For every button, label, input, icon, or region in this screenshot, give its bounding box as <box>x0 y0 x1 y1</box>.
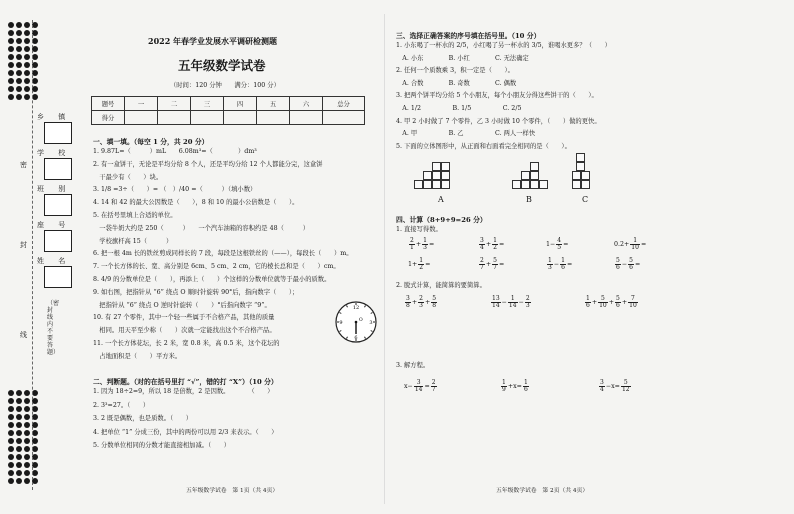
score-input[interactable] <box>224 111 257 125</box>
binding-dot <box>8 62 14 68</box>
binding-dot <box>8 30 14 36</box>
question-line: 9. 如右图，把指针从 “6” 绕点 O 顺时针旋转 90°后，指向数字（ ）； <box>93 288 299 296</box>
binding-label-school: 学 校 <box>37 149 72 157</box>
binding-dot <box>8 86 14 92</box>
equation-1: x− $\frac{3}{14}$ = $\frac{2}{7}$ <box>404 379 436 393</box>
footer-page-1: 五年级数学试卷 第 1页（共 4页） <box>186 488 279 494</box>
calc-3: 1− $\frac{4}{5}$ = <box>546 237 569 251</box>
equation-3: $\frac{3}{4}$ −x= $\frac{5}{12}$ <box>600 379 630 393</box>
binding-dot <box>8 438 14 444</box>
binding-dot <box>16 454 22 460</box>
score-cell: 四 <box>224 97 257 111</box>
binding-box-class[interactable] <box>44 194 72 216</box>
binding-dot <box>8 390 14 396</box>
binding-dot <box>16 30 22 36</box>
question-line: 2. 3³=27。（ ） <box>93 401 150 409</box>
binding-dot <box>16 390 22 396</box>
binding-dot <box>24 94 30 100</box>
calc-step-2: $\frac{13}{14}$ − $\frac{1}{14}$ − $\frac{2}{3}$ <box>492 295 530 309</box>
binding-dot <box>24 390 30 396</box>
binding-dot <box>16 94 22 100</box>
cube-block <box>441 180 450 189</box>
cube-block <box>530 171 539 180</box>
binding-dot <box>24 54 30 60</box>
binding-label-town: 乡 镇 <box>37 113 72 121</box>
calc-direct-title: 1. 直接写得数。 <box>396 226 442 233</box>
score-input[interactable] <box>125 111 158 125</box>
binding-box-school[interactable] <box>44 158 72 180</box>
question-line: 一袋牛奶大约是 250（ ） 一个汽车油箱的容积约是 48（ ） <box>93 224 310 232</box>
cube-block <box>512 180 521 189</box>
question-line: 5. 分数单位相同的分数才能直接相加减。（ ） <box>93 442 231 449</box>
binding-dots-top <box>8 22 40 100</box>
clock-num-9: 9 <box>339 320 343 326</box>
cube-block <box>432 171 441 180</box>
calc-2: $\frac{3}{4}$ + $\frac{1}{2}$ = <box>480 237 505 251</box>
binding-label-seat: 座 号 <box>37 221 72 229</box>
binding-dot <box>24 454 30 460</box>
score-row-header <box>92 97 365 111</box>
cube-block <box>530 162 539 171</box>
calc-5: 1+ $\frac{1}{2}$ = <box>408 257 431 271</box>
binding-dot <box>24 446 30 452</box>
calc-4: 0.2+ $\frac{1}{10}$ = <box>614 237 647 251</box>
score-row-points <box>92 111 365 125</box>
section-2-title: 二、判断题。（对的在括号里打 “√”，错的打 “X”）（10 分） <box>93 378 278 386</box>
question-line: 1. 9.87L=（ ）mL 6.08m³=（ ）dm³ <box>93 148 257 155</box>
calc-8: $\frac{5}{6}$ − $\frac{5}{6}$ = <box>616 257 641 271</box>
score-cell: 二 <box>158 97 191 111</box>
binding-dot <box>16 478 22 484</box>
question-line: 3. 把两个饼平均分给 5 个小朋友，每个小朋友分得这些饼干的（ ）。 <box>396 92 598 100</box>
calc-step-1: $\frac{3}{8}$ + $\frac{2}{3}$ + $\frac{5}{8}$ <box>406 295 437 309</box>
calc-stepwise-title: 2. 脱式计算，能简算的要简算。 <box>396 282 486 289</box>
question-line: 1. 小东喝了一杯水的 2/5，小红喝了另一杯水的 3/5，谁喝水更多？（ ） <box>396 42 611 49</box>
question-line: 3. 2 既是偶数，也是质数。（ ） <box>93 415 193 422</box>
cube-block <box>539 180 548 189</box>
binding-dot <box>16 22 22 28</box>
cube-block <box>530 180 539 189</box>
binding-box-town[interactable] <box>44 122 72 144</box>
binding-dot <box>16 414 22 420</box>
cube-block <box>441 171 450 180</box>
cube-block <box>581 180 590 189</box>
binding-dot <box>8 470 14 476</box>
cube-block <box>441 162 450 171</box>
score-cell: 一 <box>125 97 158 111</box>
binding-dot <box>16 422 22 428</box>
question-line: 3. 1/8 =3÷（ ）= （ ）/40 =（ ）（填小数） <box>93 186 257 194</box>
binding-dot <box>24 62 30 68</box>
cube-block <box>423 180 432 189</box>
calc-7: $\frac{1}{3}$ − $\frac{1}{6}$ = <box>548 257 573 271</box>
binding-dot <box>16 446 22 452</box>
binding-dot <box>24 70 30 76</box>
score-input[interactable] <box>257 111 290 125</box>
section-4-title: 四、计算（8+9+9=26 分） <box>396 216 487 224</box>
binding-dot <box>16 430 22 436</box>
binding-dot <box>24 422 30 428</box>
binding-dot <box>24 414 30 420</box>
binding-dot <box>24 438 30 444</box>
binding-dot <box>8 22 14 28</box>
cube-block <box>572 180 581 189</box>
score-cell: 总分 <box>323 97 365 111</box>
cube-block <box>521 180 530 189</box>
question-line: 相同。用天平至少称（ ）次就一定能找出这个不合格产品。 <box>93 327 276 335</box>
binding-dot <box>24 38 30 44</box>
binding-dot <box>24 30 30 36</box>
page-fold <box>384 14 385 504</box>
question-line: 5. 在括号里填上合适的单位。 <box>93 212 177 219</box>
score-cell: 五 <box>257 97 290 111</box>
cube-block <box>414 180 423 189</box>
clock-num-6: 6 <box>354 335 358 341</box>
cube-block <box>432 162 441 171</box>
section-1-title: 一、填一填。（每空 1 分，共 20 分） <box>93 138 209 146</box>
cube-block <box>521 171 530 180</box>
footer-page-2: 五年级数学试卷 第 2页（共 4页） <box>496 488 589 494</box>
section-3-title: 三、选择正确答案的序号填在括号里。（10 分） <box>396 32 541 40</box>
score-cell: 六 <box>290 97 323 111</box>
question-line: 4. 甲 2 小时做了 7 个零件，乙 3 小时做 10 个零件，（ ）做的更快。 <box>396 117 601 125</box>
question-line: A. 小东 B. 小红 C. 无法确定 <box>396 54 529 62</box>
question-line: 占地面积是（ ）平方米。 <box>93 352 182 360</box>
calc-6: $\frac{2}{7}$ + $\frac{5}{7}$ = <box>480 257 505 271</box>
clock-figure <box>334 300 378 344</box>
question-line: 6. 把一根 4m 长的铁丝剪成同样长的 7 段，每段是这根铁丝的（——），每段长（ ）m。 <box>93 250 353 258</box>
question-line: 干最少有（ ）块。 <box>93 173 163 181</box>
score-input[interactable] <box>158 111 191 125</box>
binding-label-class: 班 别 <box>37 185 72 193</box>
binding-dot <box>16 54 22 60</box>
binding-dot <box>8 414 14 420</box>
binding-dot <box>16 70 22 76</box>
clock-num-12: 12 <box>352 305 360 311</box>
binding-dot <box>16 438 22 444</box>
binding-dot <box>8 46 14 52</box>
score-input[interactable] <box>323 111 365 125</box>
clock-center-label: O <box>359 318 363 323</box>
binding-dot <box>16 62 22 68</box>
question-line: 1. 因为 18÷2=9，所以 18 是倍数，2 是因数。 （ ） <box>93 388 274 395</box>
exam-title: 五年级数学试卷 <box>178 58 266 73</box>
binding-dot <box>8 462 14 468</box>
binding-dot <box>16 38 22 44</box>
question-line: 4. 把单位 “1” 分成三份，其中的两份可以用 2/3 来表示。（ ） <box>93 428 278 436</box>
calc-1: $\frac{2}{1}$ + $\frac{1}{3}$ = <box>410 237 435 251</box>
cube-block <box>572 171 581 180</box>
binding-dot <box>8 38 14 44</box>
score-table <box>91 96 365 125</box>
seal-char-3: 线 <box>20 331 27 339</box>
question-line: 2. 任何一个质数乘 3，积一定是（ ）。 <box>396 67 514 75</box>
question-line: A. 合数 B. 奇数 C. 偶数 <box>396 79 517 87</box>
seal-char-2: 封 <box>20 241 27 249</box>
binding-dot <box>16 406 22 412</box>
seal-char-1: 密 <box>20 161 27 169</box>
binding-label-name: 姓 名 <box>37 257 72 265</box>
question-line: 11. 一个长方体花坛，长 2 米，宽 0.8 米，高 0.5 米，这个花坛的 <box>93 340 280 347</box>
binding-dot <box>24 406 30 412</box>
binding-dot <box>24 46 30 52</box>
question-line: 把指针从 “6” 绕点 O 逆时针旋转（ ）°后指向数字 “9”。 <box>93 301 271 309</box>
calc-step-3: $\frac{1}{6}$ + $\frac{5}{10}$ + $\frac{5}{6}$ + $\frac{7}{10}$ <box>586 295 637 309</box>
binding-dot <box>24 22 30 28</box>
shape-label-a: A <box>438 195 444 204</box>
binding-dot <box>16 398 22 404</box>
equation-2: $\frac{1}{9}$ +x= $\frac{1}{6}$ <box>502 379 528 393</box>
score-cell: 得分 <box>92 111 125 125</box>
binding-dot <box>8 478 14 484</box>
exam-header-title: 2022 年春学业发展水平调研检测题 <box>148 36 278 46</box>
binding-box-seat[interactable] <box>44 230 72 252</box>
binding-dot <box>8 446 14 452</box>
binding-dot <box>24 86 30 92</box>
binding-dot <box>8 406 14 412</box>
binding-dot <box>8 78 14 84</box>
binding-dot <box>24 78 30 84</box>
binding-dot <box>16 46 22 52</box>
cube-block <box>581 171 590 180</box>
binding-dot <box>8 454 14 460</box>
binding-dot <box>8 54 14 60</box>
cube-block <box>576 153 585 162</box>
equation-title: 3. 解方程。 <box>396 362 430 369</box>
question-line: 10. 有 27 个零件，其中一个轻一些属于不合格产品，其他的质量 <box>93 314 275 322</box>
binding-dot <box>24 478 30 484</box>
cube-block <box>432 180 441 189</box>
binding-dot <box>24 398 30 404</box>
cube-block <box>576 162 585 171</box>
question-line: 2. 有一盒饼干，无论是平均分给 8 个人，还是平均分给 12 个人都能分完，这盒饼 <box>93 160 323 168</box>
binding-dot <box>8 70 14 76</box>
binding-dot <box>24 462 30 468</box>
question-line: A. 甲 B. 乙 C. 两人一样快 <box>396 130 536 138</box>
binding-dots-bottom <box>8 390 40 484</box>
binding-note: （密封线内不要答题） <box>47 300 60 356</box>
binding-dot <box>8 430 14 436</box>
question-line: 5. 下面的立体图形中，从正面和右面看完全相同的是（ ）。 <box>396 142 571 150</box>
clock-num-3: 3 <box>369 320 373 326</box>
binding-dot <box>8 94 14 100</box>
question-line: 7. 一个长方体的长、宽、高分别是 6cm、5 cm、2 cm，它的棱长总和是（ ）cm。 <box>93 263 340 271</box>
binding-dot <box>16 462 22 468</box>
score-cell: 题号 <box>92 97 125 111</box>
question-line: 学校旗杆高 15（ ） <box>93 237 173 245</box>
binding-dot <box>24 430 30 436</box>
question-line: 4. 14 和 42 的最大公因数是（ ），8 和 10 的最小公倍数是（ ）。 <box>93 199 299 207</box>
shape-label-b: B <box>526 195 532 204</box>
cube-block <box>423 171 432 180</box>
binding-dot <box>16 86 22 92</box>
binding-dot <box>8 422 14 428</box>
shape-label-c: C <box>582 195 589 204</box>
question-line: 8. 4/9 的分数单位是（ ），再添上（ ）个这样的分数单位就等于最小的质数。 <box>93 276 331 283</box>
question-line: A. 1/2 B. 1/5 C. 2/5 <box>396 105 522 112</box>
binding-dot <box>16 78 22 84</box>
binding-dot <box>24 470 30 476</box>
binding-box-name[interactable] <box>44 266 72 288</box>
exam-time-info: （时间：120 分钟 满分：100 分） <box>170 82 280 89</box>
score-cell: 三 <box>191 97 224 111</box>
score-input[interactable] <box>191 111 224 125</box>
binding-dot <box>8 398 14 404</box>
binding-line <box>32 20 33 490</box>
binding-dot <box>16 470 22 476</box>
clock-center <box>355 321 358 324</box>
score-input[interactable] <box>290 111 323 125</box>
